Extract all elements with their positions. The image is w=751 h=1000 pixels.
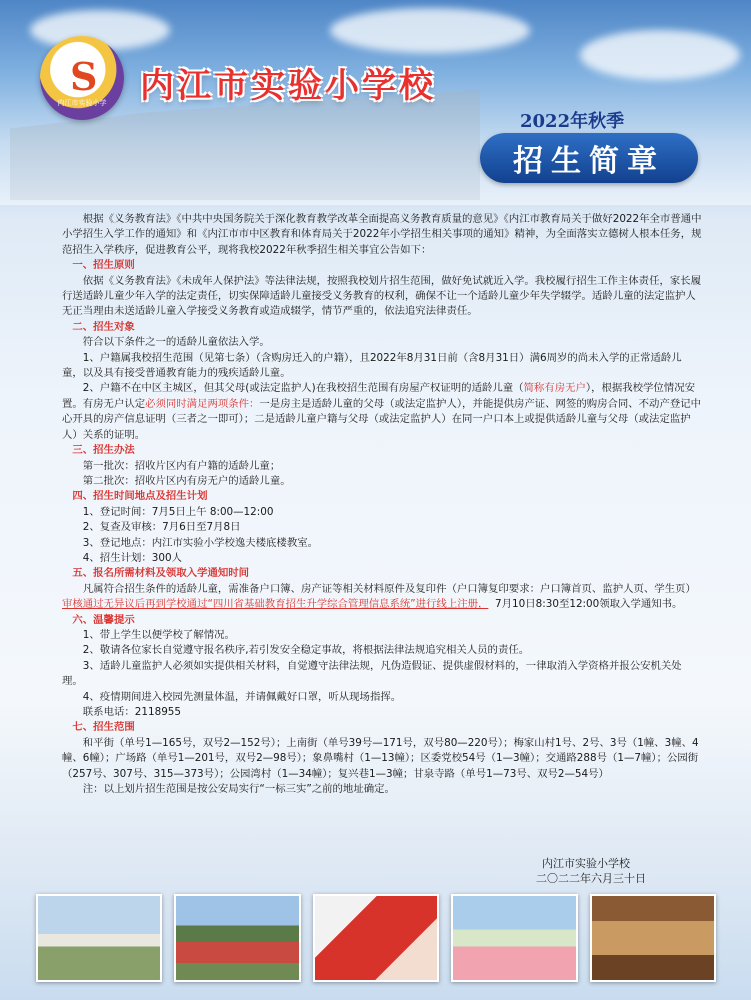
paragraph: 4、疫情期间进入校园先测量体温，并请佩戴好口罩，听从现场指挥。 bbox=[82, 690, 402, 703]
text-span: 一是房主是适龄儿童的父母（或法定监护人），并能提供房产证、网签的购房合同、不动产登记中心开具的房产信息证明（三者之一即可）；二是适龄儿童户籍与父母（或法定监护人）在同一户口本上或提供适龄儿童与父母（或法定监护人）关系的证明。 bbox=[62, 397, 702, 441]
banner-title: 招生简章 bbox=[513, 144, 665, 179]
school-name: 内江市实验小学校 bbox=[140, 66, 436, 106]
main-content bbox=[62, 212, 702, 797]
exhibition-room-photo bbox=[590, 894, 716, 982]
paragraph: 3、适龄儿童监护人必须如实提供相关材料，自觉遵守法律法规，凡伪造假证、提供虚假材料的，一律取消入学资格并报公安机关处理。 bbox=[62, 659, 682, 688]
highlight-text: 简称有房无户 bbox=[523, 382, 586, 395]
paragraph: 1、登记时间：7月5日上午 8:00—12:00 bbox=[82, 505, 274, 518]
section-title: 三、招生办法 bbox=[72, 444, 135, 457]
paragraph: 3、登记地点：内江市实验小学校逸夫楼底楼教室。 bbox=[82, 536, 318, 549]
text-span: 凡属符合招生条件的适龄儿童，需准备户口簿、房产证等相关材料原件及复印件（户口簿复印要求：户口簿首页、监护人页、学生页） bbox=[82, 582, 696, 595]
section-title: 一、招生原则 bbox=[72, 259, 135, 272]
paragraph: 2、复查及审核：7月6日至7月8日 bbox=[82, 521, 241, 534]
paragraph: 4、招生计划：300人 bbox=[82, 551, 182, 564]
sports-field-photo bbox=[174, 894, 300, 982]
paragraph: 符合以下条件之一的适龄儿童依法入学。 bbox=[82, 336, 270, 349]
campus-building-photo bbox=[36, 894, 162, 982]
highlight-text: 必须同时满足两项条件： bbox=[145, 397, 260, 410]
phone-number: 联系电话：2118955 bbox=[82, 706, 182, 718]
note: 注：以上划片招生范围是按公安局实行“一标三实”之前的地址确定。 bbox=[82, 783, 395, 796]
signature-block bbox=[536, 856, 646, 886]
paragraph: 1、户籍属我校招生范围（见第七条）（含购房迁入的户籍），且2022年8月31日前（含8月31日）满6周岁的尚未入学的正常适龄儿童，以及具有接受普通教育能力的残疾适龄儿童。 bbox=[62, 351, 682, 380]
intro-paragraph: 根据《义务教育法》《中共中央国务院关于深化教育教学改革全面提高义务教育质量的意见》《内江市教育局关于做好2022年全市普通中小学招生入学工作的通知》和《内江市市中区教育和体育局关于2022年小学招生相关事项的通知》精神，为全面落实立德树人根本任务，规范招生入学秩序，促进教育公平，现将我校2022年秋季招生相关事宜公告如下： bbox=[62, 213, 702, 256]
cloud bbox=[330, 8, 530, 53]
section-title: 七、招生范围 bbox=[72, 721, 135, 734]
section-title: 二、招生对象 bbox=[72, 320, 135, 333]
paragraph: 和平街（单号1—165号，双号2—152号）；上南街（单号39号—171号，双号80—220号）；梅家山村1号、2号、3号（1幢、3幢、4幢、6幢）；广场路（单号1—201号，双号2—98号）；象鼻嘴村（1—13幢）；区委党校54号（1—3幢）；交通路288号（1—7幢）；公园街（257号、307号、315—373号）；公园湾村（1—34幢）；复兴巷1—3幢；甘泉寺路（单号1—73号、双号2—54号） bbox=[62, 736, 699, 780]
title-banner bbox=[480, 133, 698, 183]
school-logo bbox=[40, 36, 124, 120]
paragraph bbox=[62, 381, 702, 443]
paragraph: 第一批次：招收片区内有户籍的适龄儿童； bbox=[82, 459, 281, 472]
section-title: 四、招生时间地点及招生计划 bbox=[72, 490, 208, 503]
logo-text: 内江市实验小学 bbox=[57, 99, 107, 107]
text-span: ），根据我校学位情况安置。有房无户认定 bbox=[62, 382, 695, 410]
section-title: 六、温馨提示 bbox=[72, 613, 135, 626]
season-label: 2022年秋季 bbox=[520, 111, 625, 132]
paragraph: 第二批次：招收片区内有房无户的适龄儿童。 bbox=[82, 474, 291, 487]
signature-date: 二〇二二年六月三十日 bbox=[536, 872, 646, 885]
section-title: 五、报名所需材料及领取入学通知时间 bbox=[72, 567, 250, 580]
text-span: 7月10日8:30至12:00领取入学通知书。 bbox=[495, 598, 683, 611]
cloud bbox=[580, 30, 740, 80]
student-performance-photo bbox=[451, 894, 577, 982]
highlight-text: 审核通过无异议后再到学校通过“四川省基础教育招生升学综合管理信息系统”进行线上注册， bbox=[62, 598, 489, 611]
logo-letter: S bbox=[70, 54, 98, 99]
header bbox=[0, 0, 751, 205]
signature-org: 内江市实验小学校 bbox=[542, 857, 630, 870]
paragraph bbox=[62, 582, 702, 613]
paragraph: 依据《义务教育法》《未成年人保护法》等法律法规，按照我校划片招生范围，做好免试就近入学。我校履行招生工作主体责任，家长履行送适龄儿童少年入学的法定责任，切实保障适龄儿童接受义务教育的权利，确保不让一个适龄儿童少年失学辍学。适龄儿童的法定监护人无正当理由未送适龄儿童入学接受义务教育或造成辍学，情节严重的，依法追究法律责任。 bbox=[62, 274, 702, 318]
flag-ceremony-photo bbox=[313, 894, 439, 982]
text-span: 2、户籍不在中区主城区，但其父母(或法定监护人)在我校招生范围有房屋产权证明的适龄儿童（ bbox=[82, 382, 524, 395]
paragraph: 2、敬请各位家长自觉遵守报名秩序,若引发安全稳定事故，将根据法律法规追究相关人员的责任。 bbox=[82, 644, 530, 657]
paragraph: 1、带上学生以便学校了解情况。 bbox=[82, 628, 235, 641]
photo-strip bbox=[36, 894, 716, 978]
